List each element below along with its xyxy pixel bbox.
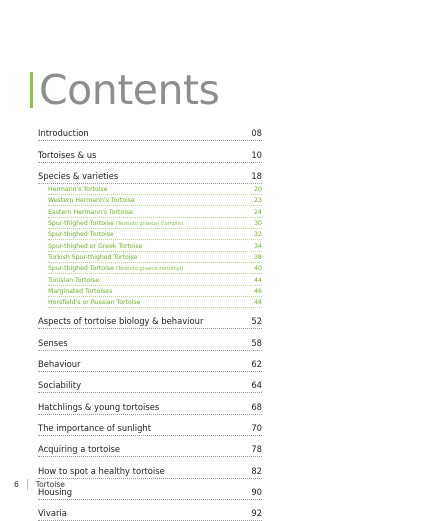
toc-entry-page-number: 38	[254, 253, 262, 261]
toc-subentry[interactable]	[48, 252, 262, 263]
toc-entry-page-number: 92	[251, 508, 262, 519]
toc-entry-page-number: 20	[254, 186, 262, 194]
toc-subentry[interactable]	[48, 274, 262, 285]
toc-entry-latin-name: (Testudo graeca zarudnyi)	[115, 266, 184, 273]
toc-entry-title: Eastern Hermann's Tortoise	[48, 208, 133, 216]
toc-entry-label	[48, 288, 254, 296]
toc-entry-label	[38, 508, 251, 520]
toc-entry-label	[48, 197, 254, 205]
page-footer	[14, 479, 65, 490]
toc-subentry[interactable]	[48, 229, 262, 240]
toc-entry-title: Tortoises & us	[38, 149, 97, 160]
toc-entry-title: Hatchlings & young tortoises	[38, 401, 160, 412]
toc-entry-label	[38, 466, 251, 478]
toc-entry-page-number: 10	[251, 149, 262, 160]
toc-entry-page-number: 70	[251, 422, 262, 433]
footer-book-title: Tortoise	[35, 480, 65, 489]
toc-entry-label	[48, 231, 254, 239]
page-title: Contents	[39, 66, 220, 114]
toc-entry[interactable]	[38, 329, 262, 350]
toc-entry-title: Turkish Spur-thighed Tortoise	[48, 253, 138, 261]
toc-entry[interactable]	[38, 457, 262, 478]
toc-entry-label	[48, 277, 254, 285]
toc-entry-page-number: 58	[251, 337, 262, 348]
toc-subentry[interactable]	[48, 218, 262, 229]
toc-entry-title: Spur-thighed Tortoise	[48, 231, 114, 239]
toc-entry-label	[48, 209, 254, 217]
toc-entry-page-number: 68	[251, 401, 262, 412]
toc-entry-title: Introduction	[38, 128, 89, 139]
toc-entry-title: Species & varieties	[38, 170, 119, 181]
toc-entry-title: The importance of sunlight	[38, 422, 152, 433]
toc-entry-page-number: 64	[251, 380, 262, 391]
toc-entry-label	[38, 150, 251, 162]
toc-entry-page-number: 78	[251, 444, 262, 455]
toc-entry-label	[38, 128, 251, 140]
toc-entry-title: Housing	[38, 486, 73, 497]
title-accent-bar	[30, 72, 33, 108]
toc-subentry[interactable]	[48, 195, 262, 206]
toc-entry-title: Horsfield's or Russian Tortoise	[48, 299, 141, 307]
toc-subentry[interactable]	[48, 184, 262, 195]
toc-entry-page-number: 44	[254, 276, 262, 284]
toc-entry-title: Sociability	[38, 380, 82, 391]
toc-entry-page-number: 32	[254, 231, 262, 239]
toc-entry-label	[38, 338, 251, 350]
toc-subentry[interactable]	[48, 263, 262, 274]
toc-entry-page-number: 62	[251, 359, 262, 370]
toc-entry-label	[38, 423, 251, 435]
toc-entry-label	[38, 380, 251, 392]
toc-entry-page-number: 40	[254, 265, 262, 273]
toc-entry-title: Behaviour	[38, 359, 81, 370]
toc-entry-label	[38, 402, 251, 414]
toc-entry-page-number: 34	[254, 242, 262, 250]
toc-subentry[interactable]	[48, 297, 262, 308]
toc-entry[interactable]	[38, 163, 262, 184]
toc-entry-page-number: 30	[254, 220, 262, 228]
toc-entry[interactable]	[38, 372, 262, 393]
toc-entry[interactable]	[38, 393, 262, 414]
toc-entry-title: Western Hermann's Tortoise	[48, 197, 135, 205]
toc-entry-title: Senses	[38, 337, 68, 348]
toc-entry-label	[38, 359, 251, 371]
toc-entry-label	[38, 316, 251, 328]
toc-entry[interactable]	[38, 500, 262, 521]
toc-entry-label	[48, 243, 254, 251]
toc-entry-title: Spur-thighed Tortoise	[48, 265, 116, 273]
footer-page-number: 6	[14, 480, 19, 489]
toc-entry-label	[38, 171, 251, 183]
toc-entry-title: Aspects of tortoise biology & behaviour	[38, 316, 204, 327]
toc-entry[interactable]	[38, 436, 262, 457]
toc-entry-page-number: 23	[254, 197, 262, 205]
toc-entry-title: Vivaria	[38, 508, 67, 519]
toc-entry-page-number: 52	[251, 316, 262, 327]
toc-entry-title: Spur-thighed or Greek Tortoise	[48, 242, 143, 250]
toc-entry[interactable]	[38, 120, 262, 141]
toc-entry[interactable]	[38, 351, 262, 372]
footer-divider	[27, 479, 28, 490]
toc-subentry[interactable]	[48, 286, 262, 297]
toc-entry-label	[48, 254, 254, 262]
toc-entry[interactable]	[35, 479, 262, 500]
toc-entry-page-number: 82	[251, 465, 262, 476]
toc-entry-label	[48, 186, 254, 194]
toc-entry-label	[48, 299, 254, 307]
toc-subentry[interactable]	[48, 206, 262, 217]
toc-entry[interactable]	[38, 308, 262, 329]
toc-entry-label	[48, 265, 254, 273]
toc-entry[interactable]	[38, 415, 262, 436]
toc-entry-page-number: 46	[254, 287, 262, 295]
toc-entry-page-number: 24	[254, 208, 262, 216]
toc-entry-page-number: 18	[251, 170, 262, 181]
toc-entry-title: How to spot a healthy tortoise	[38, 465, 165, 476]
toc-entry-page-number: 48	[254, 299, 262, 307]
toc-entry-label	[38, 444, 251, 456]
toc-entry-title: Tunisian Tortoise	[48, 276, 100, 284]
toc-entry-label	[48, 220, 254, 228]
toc-entry-title: Marginated Tortoises	[48, 287, 113, 295]
toc-entry-title: Acquiring a tortoise	[38, 444, 121, 455]
toc-entry-title: Hermann's Tortoise	[48, 186, 108, 194]
toc-entry-label	[38, 487, 251, 499]
toc-entry-latin-name: (Testudo graeca) Complex	[115, 221, 184, 228]
toc-subentry[interactable]	[48, 240, 262, 251]
toc-entry[interactable]	[38, 141, 262, 162]
toc-entry-page-number: 08	[251, 128, 262, 139]
page-title-block	[30, 68, 219, 112]
toc-entry-title: Spur-thighed Tortoise	[48, 220, 116, 228]
table-of-contents	[35, 120, 262, 521]
toc-entry-page-number: 90	[251, 486, 262, 497]
